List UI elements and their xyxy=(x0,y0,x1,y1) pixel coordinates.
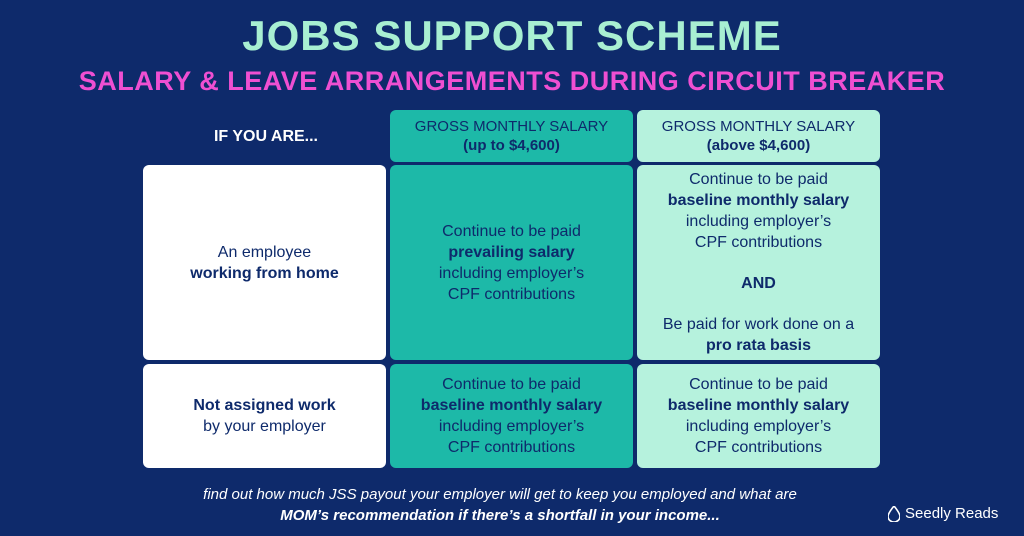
cell-emphasis: baseline monthly salary xyxy=(667,397,850,414)
footer-line1: find out how much JSS payout your employer will get to keep you employed and what are xyxy=(203,486,797,503)
row-label-line1: Not assigned work xyxy=(193,397,336,414)
cell-text: Be paid for work done on a xyxy=(662,316,855,333)
cell-not-assigned-up-to-4600 xyxy=(390,364,633,468)
cell-text: Continue to be paid xyxy=(689,376,828,393)
row-header-label: IF YOU ARE... xyxy=(213,128,318,145)
cell-wfh-up-to-4600 xyxy=(390,165,633,360)
column-header-line1: GROSS MONTHLY SALARY xyxy=(661,118,856,135)
cell-text: including employer’s xyxy=(438,264,585,282)
column-header-line1: GROSS MONTHLY SALARY xyxy=(414,118,609,135)
cell-text: Continue to be paid xyxy=(689,171,828,188)
cell-wfh-above-4600 xyxy=(637,165,880,360)
cell-not-assigned-above-4600 xyxy=(637,364,880,468)
cell-emphasis: baseline monthly salary xyxy=(667,192,850,209)
cell-text: CPF contributions xyxy=(447,439,576,456)
brand-name: Seedly Reads xyxy=(905,505,999,522)
cell-text: CPF contributions xyxy=(694,439,823,456)
cell-emphasis: pro rata basis xyxy=(706,337,811,354)
cell-text: including employer’s xyxy=(685,418,832,435)
footer-note xyxy=(120,484,880,526)
seedly-drop-icon xyxy=(888,506,900,522)
cell-and-connector: AND xyxy=(741,275,776,292)
row-label-working-from-home xyxy=(143,165,386,360)
column-header-up-to-4600 xyxy=(390,110,633,162)
column-header-line2: (above $4,600) xyxy=(706,137,811,154)
cell-emphasis: baseline monthly salary xyxy=(420,397,603,414)
cell-text: Continue to be paid xyxy=(442,376,581,393)
cell-text: CPF contributions xyxy=(694,234,823,251)
brand-logo xyxy=(888,505,998,522)
cell-text: CPF contributions xyxy=(447,285,576,303)
row-label-not-assigned-work xyxy=(143,364,386,468)
footer-line2: MOM’s recommendation if there’s a shortfall in your income... xyxy=(280,507,720,524)
row-label-line2: by your employer xyxy=(203,418,326,435)
cell-text: including employer’s xyxy=(438,418,585,435)
cell-text: including employer’s xyxy=(685,213,832,230)
page-subtitle: SALARY & LEAVE ARRANGEMENTS DURING CIRCUIT BREAKER xyxy=(78,66,946,96)
cell-emphasis: prevailing salary xyxy=(448,243,575,261)
row-label-line1: An employee xyxy=(217,243,312,261)
row-label-line2: working from home xyxy=(190,264,339,282)
column-header-line2: (up to $4,600) xyxy=(463,137,560,154)
page-title: JOBS SUPPORT SCHEME xyxy=(242,12,782,59)
column-header-above-4600 xyxy=(637,110,880,162)
cell-text: Continue to be paid xyxy=(442,222,581,240)
